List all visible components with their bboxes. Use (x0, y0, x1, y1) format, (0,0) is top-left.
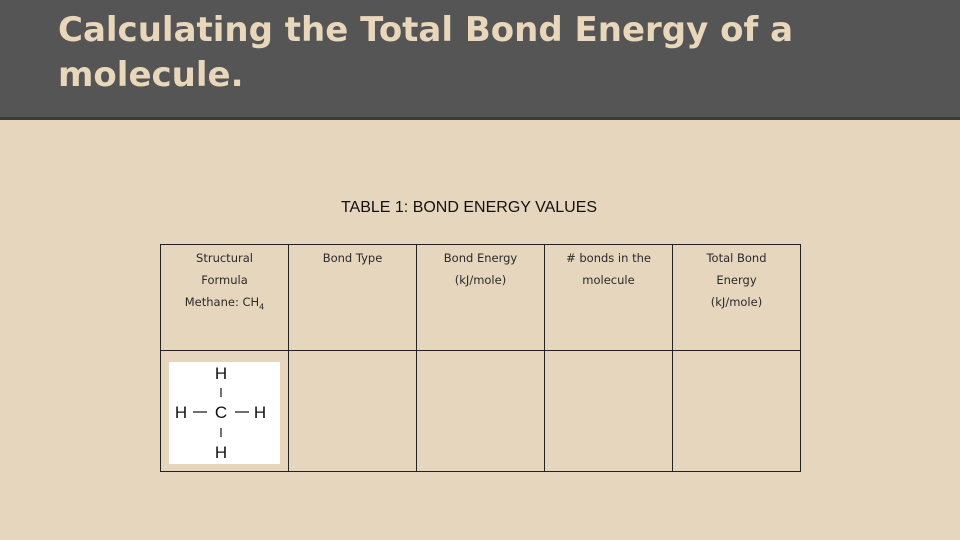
cell-bond-energy (417, 351, 545, 472)
header-total-bond-energy (673, 245, 801, 351)
slide-title: Calculating the Total Bond Energy of a molecule. (58, 10, 794, 95)
title-bar (0, 0, 960, 120)
header-bond-type (289, 245, 417, 351)
header-text: (kJ/mole) (454, 273, 507, 287)
header-structural-formula (161, 245, 289, 351)
header-text: (kJ/mole) (710, 295, 763, 309)
header-text: Methane: CH (184, 295, 260, 309)
methane-structure-diagram (169, 362, 280, 464)
header-text: Structural (196, 251, 253, 265)
header-text: # bonds in the (566, 251, 651, 265)
cell-total-bond-energy (673, 351, 801, 472)
header-bond-energy (417, 245, 545, 351)
table-row (161, 351, 801, 472)
table-header-row (161, 245, 801, 351)
cell-bond-type (289, 351, 417, 472)
header-text: molecule (582, 273, 635, 287)
cell-bonds-count (545, 351, 673, 472)
table-caption: TABLE 1: BOND ENERGY VALUES (340, 199, 598, 216)
methane-structure-image (169, 362, 280, 464)
header-bonds-count (545, 245, 673, 351)
header-text: Bond Energy (443, 251, 518, 265)
atom-c-center: C (214, 403, 228, 422)
atom-h-top: H (214, 364, 228, 383)
atom-h-left: H (174, 403, 188, 422)
header-text: Formula (201, 273, 248, 287)
subscript: 4 (259, 302, 265, 312)
cell-structural-formula (161, 351, 289, 472)
header-text: Energy (716, 273, 757, 287)
bond-energy-table (160, 244, 801, 472)
header-text: Total Bond (706, 251, 767, 265)
atom-h-bottom: H (214, 443, 228, 462)
header-text: Bond Type (322, 251, 383, 265)
header-methane (161, 291, 288, 313)
atom-h-right: H (253, 403, 267, 422)
